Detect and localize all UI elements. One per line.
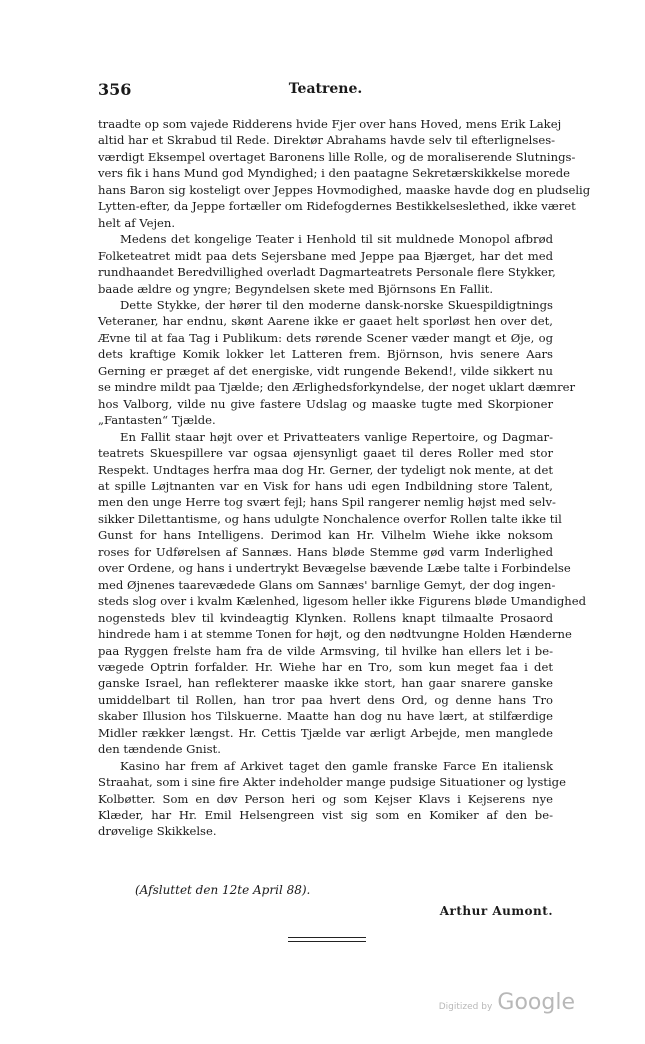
text-line: Klæder, har Hr. Emil Helsengreen vist sig som en Komiker af den be- bbox=[98, 808, 553, 823]
paragraph bbox=[98, 297, 576, 429]
watermark-prefix: Digitized by bbox=[438, 1002, 493, 1012]
text-line: over Ordene, og hans i undertrykt Bevægelse bævende Læbe talte i Forbindelse bbox=[98, 561, 571, 576]
text-line: Veteraner, har endnu, skønt Aarene ikke er gaaet helt sporløst hen over det, bbox=[98, 314, 553, 329]
paragraph bbox=[98, 429, 586, 758]
text-line: helt af Vejen. bbox=[98, 215, 176, 230]
text-line: vægede Optrin forfalder. Hr. Wiehe har en Tro, som kun meget faa i det bbox=[98, 659, 553, 674]
text-line: hindrede ham i at stemme Tonen for højt, og den nødtvungne Holden Hænderne bbox=[98, 627, 572, 642]
text-line: skaber Illusion hos Tilskuerne. Maatte han dog nu have lært, at stilfærdige bbox=[98, 709, 553, 724]
text-line: Dette Stykke, der hører til den moderne dansk-norske Skuespildigtnings bbox=[120, 297, 553, 312]
text-line: at spille Løjtnanten var en Visk for hans udi egen Indbildning store Talent, bbox=[98, 478, 553, 493]
text-line: baade ældre og yngre; Begyndelsen skete med Björnsons En Fallit. bbox=[98, 281, 494, 296]
text-line: altid har et Skrabud til Rede. Direktør Abrahams havde selv til efterlignelses- bbox=[98, 133, 556, 148]
text-line: Respekt. Undtages herfra maa dog Hr. Gerner, der tydeligt nok mente, at det bbox=[98, 462, 553, 477]
text-line: men den unge Herre tog svært fejl; hans Spil rangerer nemlig højst med selv- bbox=[98, 495, 556, 510]
article-body bbox=[98, 116, 591, 840]
text-line: værdigt Eksempel overtaget Baronens lille Rolle, og de moraliserende Slutnings- bbox=[98, 149, 576, 164]
text-line: „Fantasten“ Tjælde. bbox=[98, 413, 216, 428]
text-line: Folketeatret midt paa dets Sejersbane med Jeppe paa Bjærget, har det med bbox=[98, 248, 553, 263]
text-line: traadte op som vajede Ridderens hvide Fjer over hans Hoved, mens Erik Lakej bbox=[98, 117, 562, 131]
text-line: paa Ryggen frelste ham fra de vilde Armsving, til hvilke han ellers let i be- bbox=[98, 643, 553, 658]
digitization-watermark bbox=[439, 990, 575, 1015]
watermark-brand: Google bbox=[497, 990, 575, 1015]
text-line: hans Baron sig kosteligt over Jeppes Hovmodighed, maaske havde dog en pludselig bbox=[98, 182, 591, 197]
text-line: vers fik i hans Mund god Myndighed; i den paatagne Sekretærskikkelse morede bbox=[98, 166, 570, 181]
text-line: dets kraftige Komik lokker let Latteren frem. Björnson, hvis senere Aars bbox=[98, 347, 553, 362]
text-line: den tændende Gnist. bbox=[98, 742, 221, 757]
text-line: drøvelige Skikkelse. bbox=[98, 824, 217, 839]
closing-rule bbox=[288, 937, 366, 942]
text-line: Medens det kongelige Teater i Henhold til sit muldnede Monopol afbrød bbox=[120, 232, 553, 247]
dateline: (Afsluttet den 12te April 88). bbox=[135, 883, 311, 897]
text-line: Straahat, som i sine fire Akter indeholder mange pudsige Situationer og lystige bbox=[98, 775, 566, 790]
text-line: Gunst for hans Intelligens. Derimod kan Hr. Vilhelm Wiehe ikke noksom bbox=[98, 528, 553, 543]
text-line: Kolbøtter. Som en døv Person heri og som Kejser Klavs i Kejserens nye bbox=[98, 791, 553, 806]
page-header bbox=[98, 80, 553, 102]
page-number: 356 bbox=[98, 80, 132, 99]
text-line: roses for Udførelsen af Sannæs. Hans bløde Stemme gød varm Inderlighed bbox=[98, 544, 553, 559]
text-line: se mindre mildt paa Tjælde; den Ærlighedsforkyndelse, der noget uklart dæmrer bbox=[98, 380, 576, 395]
text-line: med Øjnenes taarevædede Glans om Sannæs' barnlige Gemyt, der dog ingen- bbox=[98, 577, 556, 592]
text-line: Gerning er præget af det energiske, vidt rungende Bekend!, vilde sikkert nu bbox=[98, 363, 553, 378]
text-line: hos Valborg, vilde nu give fastere Udslag og maaske tugte med Skorpioner bbox=[98, 396, 553, 411]
paragraph bbox=[98, 231, 556, 297]
text-line: teatrets Skuespillere var ogsaa øjensynligt gaaet til deres Roller med stor bbox=[98, 446, 553, 461]
text-line: ganske Israel, han reflekterer maaske ikke stort, han gaar snarere ganske bbox=[98, 676, 553, 691]
author-signature: Arthur Aumont. bbox=[439, 904, 553, 918]
text-line: rundhaandet Beredvillighed overladt Dagmarteatrets Personale flere Stykker, bbox=[98, 265, 556, 280]
running-head: Teatrene. bbox=[288, 81, 363, 97]
paragraph bbox=[98, 116, 591, 231]
text-line: Kasino har frem af Arkivet taget den gamle franske Farce En italiensk bbox=[120, 758, 553, 773]
paragraph bbox=[98, 758, 566, 840]
text-line: sikker Dilettantisme, og hans udulgte Nonchalence overfor Rollen talte ikke til bbox=[98, 511, 562, 526]
text-line: En Fallit staar højt over et Privatteaters vanlige Repertoire, og Dagmar- bbox=[120, 429, 553, 444]
text-line: Lytten-efter, da Jeppe fortæller om Ridefogdernes Bestikkelseslethed, ikke været bbox=[98, 199, 576, 214]
text-line: steds slog over i kvalm Kælenhed, ligesom heller ikke Figurens bløde Umandighed bbox=[98, 594, 586, 609]
text-line: nogensteds blev til kvindeagtig Klynken. Rollens knapt tilmaalte Prosaord bbox=[98, 610, 553, 625]
text-line: Midler rækker længst. Hr. Cettis Tjælde var ærligt Arbejde, men manglede bbox=[98, 725, 553, 740]
text-line: Ævne til at faa Tag i Publikum: dets rørende Scener væder mangt et Øje, og bbox=[98, 330, 553, 345]
text-line: umiddelbart til Rollen, han tror paa hvert dens Ord, og denne hans Tro bbox=[98, 692, 553, 707]
